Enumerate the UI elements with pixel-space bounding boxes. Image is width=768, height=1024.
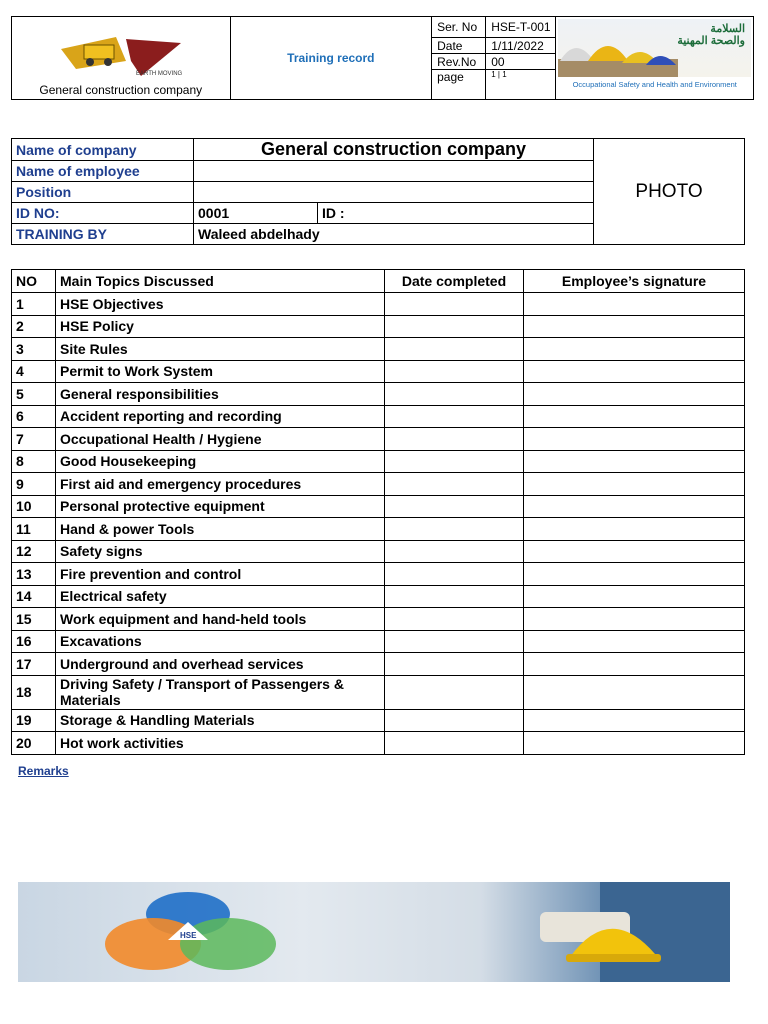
employee-signature-field[interactable] <box>524 585 745 608</box>
employee-signature-field[interactable] <box>524 450 745 473</box>
employee-label: Name of employee <box>12 161 194 182</box>
topic-row <box>12 473 745 496</box>
hse-circles-graphic <box>58 882 298 982</box>
topic-row <box>12 630 745 653</box>
id-label <box>318 203 594 224</box>
topic-number: 14 <box>12 585 56 608</box>
meta-label-date: Date <box>432 38 486 54</box>
employee-info-table <box>11 138 745 245</box>
date-completed-field[interactable] <box>385 428 524 451</box>
date-completed-field[interactable] <box>385 563 524 586</box>
meta-value-rev-no: 00 <box>486 54 556 70</box>
topic-number: 17 <box>12 653 56 676</box>
employee-signature-field[interactable] <box>524 608 745 631</box>
meta-value-page: 1 | 1 <box>486 70 556 100</box>
topic-name: Underground and overhead services <box>56 653 385 676</box>
photo-placeholder: PHOTO <box>594 139 745 245</box>
helmets-image <box>558 19 678 77</box>
topic-number: 3 <box>12 338 56 361</box>
training-by-label: TRAINING BY <box>12 224 194 245</box>
topic-number: 1 <box>12 293 56 316</box>
topic-row <box>12 338 745 361</box>
topic-row <box>12 709 745 732</box>
topic-name: Excavations <box>56 630 385 653</box>
date-completed-field[interactable] <box>385 315 524 338</box>
topic-name: Work equipment and hand-held tools <box>56 608 385 631</box>
topic-number: 18 <box>12 675 56 709</box>
topic-name: General responsibilities <box>56 383 385 406</box>
topic-row <box>12 293 745 316</box>
header-date-completed: Date completed <box>385 270 524 293</box>
topic-number: 15 <box>12 608 56 631</box>
topic-name: First aid and emergency procedures <box>56 473 385 496</box>
topic-name: Driving Safety / Transport of Passengers & Materials <box>56 675 385 709</box>
topic-row <box>12 495 745 518</box>
meta-label-rev-no: Rev.No <box>432 54 486 70</box>
topic-number: 2 <box>12 315 56 338</box>
date-completed-field[interactable] <box>385 338 524 361</box>
topic-name: Fire prevention and control <box>56 563 385 586</box>
topic-number: 12 <box>12 540 56 563</box>
position-field[interactable] <box>194 182 594 203</box>
date-completed-field[interactable] <box>385 383 524 406</box>
topic-name: Electrical safety <box>56 585 385 608</box>
id-no-value: 0001 <box>194 203 318 224</box>
earth-moving-logo <box>56 31 186 81</box>
topic-name: Good Housekeeping <box>56 450 385 473</box>
meta-value-ser-no: HSE-T-001 <box>486 17 556 38</box>
topic-row <box>12 540 745 563</box>
date-completed-field[interactable] <box>385 675 524 709</box>
topic-name: Occupational Health / Hygiene <box>56 428 385 451</box>
worker-helmet-image <box>480 882 730 982</box>
date-completed-field[interactable] <box>385 518 524 541</box>
date-completed-field[interactable] <box>385 585 524 608</box>
employee-signature-field[interactable] <box>524 563 745 586</box>
topic-number: 11 <box>12 518 56 541</box>
employee-signature-field[interactable] <box>524 473 745 496</box>
id-label-text: ID : <box>322 205 345 221</box>
document-header <box>11 16 754 100</box>
date-completed-field[interactable] <box>385 630 524 653</box>
employee-name-field[interactable] <box>194 161 594 182</box>
topic-name: Hot work activities <box>56 732 385 755</box>
hse-arabic-title: السلامة والصحة المهنية <box>677 23 745 47</box>
date-completed-field[interactable] <box>385 293 524 316</box>
topic-name: Storage & Handling Materials <box>56 709 385 732</box>
topic-row <box>12 428 745 451</box>
topic-name: Permit to Work System <box>56 360 385 383</box>
meta-label-ser-no: Ser. No <box>432 17 486 38</box>
date-completed-field[interactable] <box>385 732 524 755</box>
topic-name: Site Rules <box>56 338 385 361</box>
company-value: General construction company <box>194 139 594 161</box>
employee-signature-field[interactable] <box>524 360 745 383</box>
header-topic: Main Topics Discussed <box>56 270 385 293</box>
topic-row <box>12 675 745 709</box>
topic-row <box>12 608 745 631</box>
topic-row <box>12 585 745 608</box>
topic-number: 5 <box>12 383 56 406</box>
topic-row <box>12 732 745 755</box>
employee-signature-field[interactable] <box>524 630 745 653</box>
employee-signature-field[interactable] <box>524 293 745 316</box>
employee-signature-field[interactable] <box>524 383 745 406</box>
date-completed-field[interactable] <box>385 473 524 496</box>
topic-row <box>12 405 745 428</box>
hse-caption: Occupational Safety and Health and Environment <box>572 80 737 89</box>
topics-header-row <box>12 270 745 293</box>
header-employee-signature: Employee’s signature <box>524 270 745 293</box>
topic-row <box>12 315 745 338</box>
topic-number: 7 <box>12 428 56 451</box>
header-no: NO <box>12 270 56 293</box>
date-completed-field[interactable] <box>385 495 524 518</box>
header-company-name: General construction company <box>39 83 203 97</box>
topic-number: 10 <box>12 495 56 518</box>
topic-row <box>12 360 745 383</box>
employee-signature-field[interactable] <box>524 732 745 755</box>
date-completed-field[interactable] <box>385 405 524 428</box>
employee-signature-field[interactable] <box>524 518 745 541</box>
topic-number: 19 <box>12 709 56 732</box>
topic-row <box>12 653 745 676</box>
hse-banner <box>558 19 751 77</box>
topic-number: 8 <box>12 450 56 473</box>
topic-number: 4 <box>12 360 56 383</box>
company-label: Name of company <box>12 139 194 161</box>
hse-badge: HSE <box>180 931 197 940</box>
topic-name: Personal protective equipment <box>56 495 385 518</box>
topic-row <box>12 518 745 541</box>
topic-name: Hand & power Tools <box>56 518 385 541</box>
topic-name: HSE Policy <box>56 315 385 338</box>
topic-row <box>12 383 745 406</box>
topic-name: Accident reporting and recording <box>56 405 385 428</box>
position-label: Position <box>12 182 194 203</box>
topic-number: 13 <box>12 563 56 586</box>
date-completed-field[interactable] <box>385 608 524 631</box>
topic-number: 9 <box>12 473 56 496</box>
training-by-value: Waleed abdelhady <box>194 224 594 245</box>
employee-signature-field[interactable] <box>524 338 745 361</box>
remarks-label: Remarks <box>18 764 69 778</box>
employee-signature-field[interactable] <box>524 709 745 732</box>
topic-row <box>12 563 745 586</box>
date-completed-field[interactable] <box>385 360 524 383</box>
topics-table <box>11 269 745 755</box>
topic-number: 16 <box>12 630 56 653</box>
topic-name: HSE Objectives <box>56 293 385 316</box>
employee-signature-field[interactable] <box>524 495 745 518</box>
hse-banner-cell <box>556 17 754 100</box>
employee-signature-field[interactable] <box>524 428 745 451</box>
employee-signature-field[interactable] <box>524 540 745 563</box>
date-completed-field[interactable] <box>385 653 524 676</box>
employee-signature-field[interactable] <box>524 653 745 676</box>
meta-value-date: 1/11/2022 <box>486 38 556 54</box>
topic-row <box>12 450 745 473</box>
employee-signature-field[interactable] <box>524 675 745 709</box>
date-completed-field[interactable] <box>385 450 524 473</box>
logo-text: EARTH MOVING <box>135 71 183 77</box>
company-logo-cell <box>12 17 231 100</box>
meta-label-page: page <box>432 70 486 100</box>
topic-number: 20 <box>12 732 56 755</box>
topic-number: 6 <box>12 405 56 428</box>
date-completed-field[interactable] <box>385 709 524 732</box>
footer-banner <box>18 882 730 982</box>
id-no-label: ID NO: <box>12 203 194 224</box>
employee-signature-field[interactable] <box>524 315 745 338</box>
topic-name: Safety signs <box>56 540 385 563</box>
document-title: Training record <box>230 17 432 100</box>
date-completed-field[interactable] <box>385 540 524 563</box>
employee-signature-field[interactable] <box>524 405 745 428</box>
